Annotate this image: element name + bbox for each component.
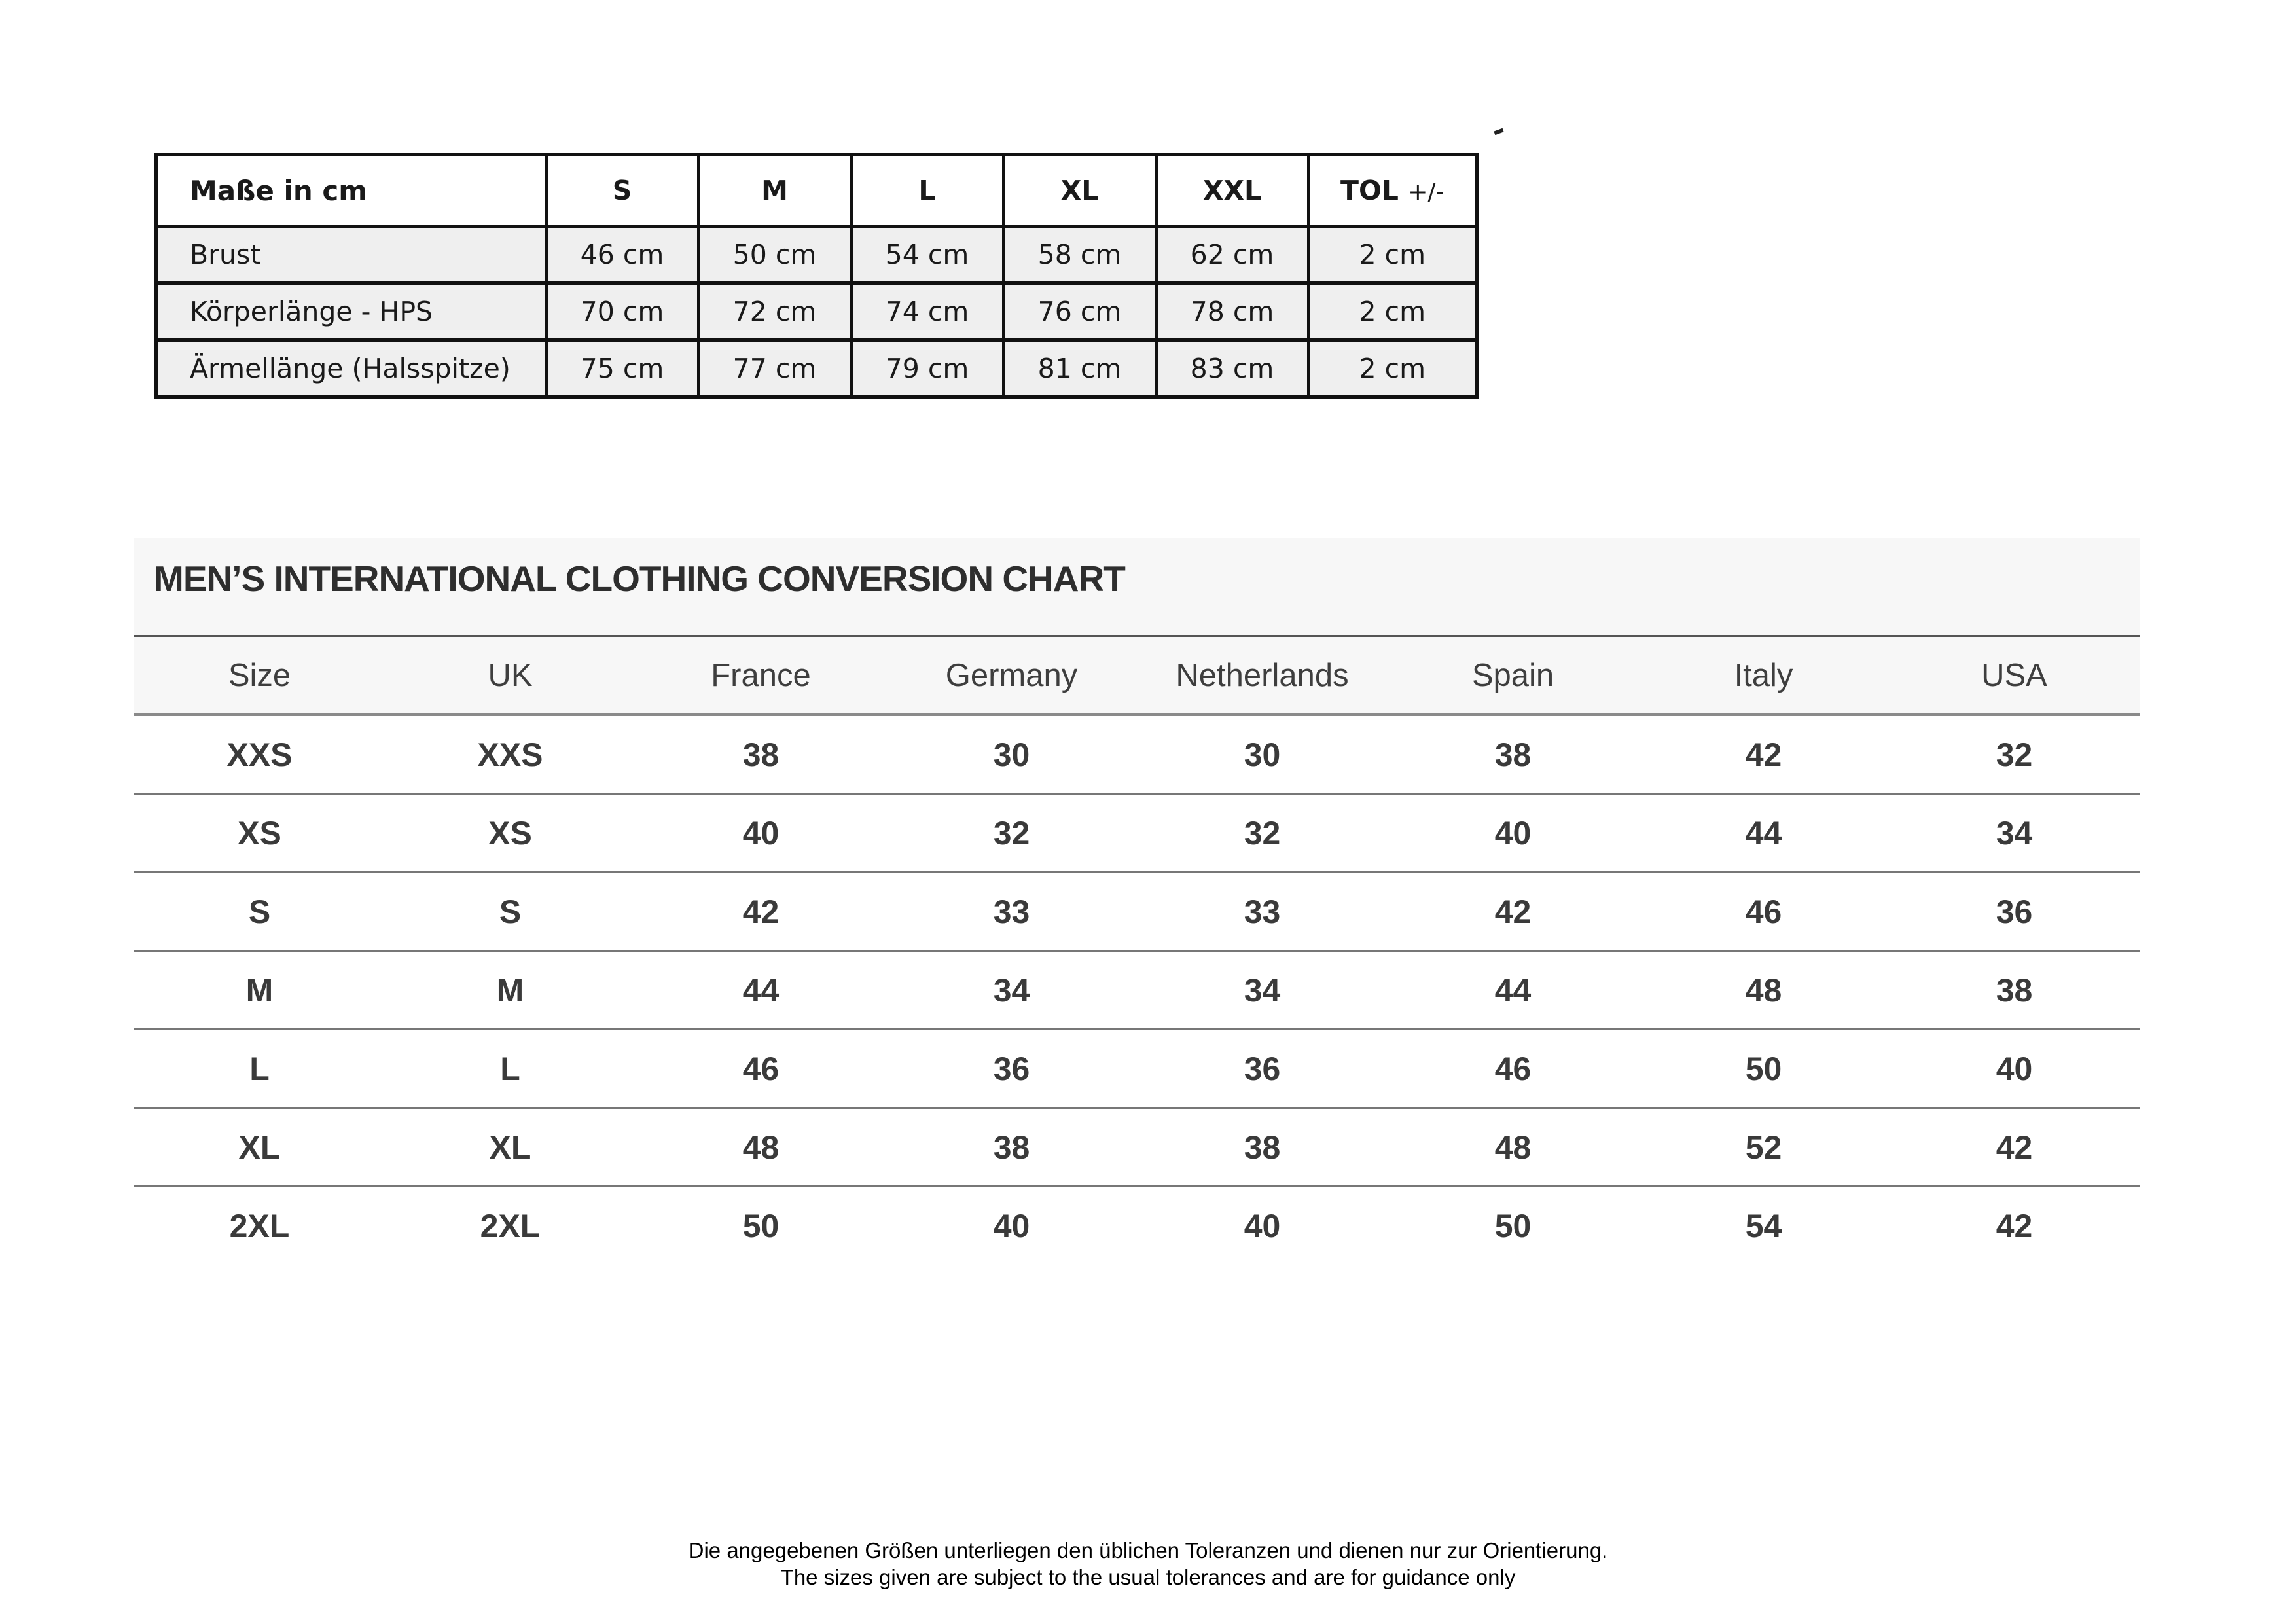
cell: 38 — [1889, 951, 2140, 1030]
measurements-table — [154, 153, 1479, 399]
footnote-german: Die angegebenen Größen unterliegen den üblichen Toleranzen und dienen nur zur Orientierung. — [688, 1538, 1608, 1562]
cell: 75 cm — [546, 340, 698, 398]
cell: 34 — [1889, 794, 2140, 873]
cell: 30 — [886, 715, 1137, 794]
conversion-header-row — [134, 637, 2140, 715]
cell: 34 — [1137, 951, 1388, 1030]
cell: 79 cm — [851, 340, 1003, 398]
cell: 36 — [1137, 1030, 1388, 1108]
cell: 46 — [1388, 1030, 1638, 1108]
cell: 2XL — [229, 1207, 290, 1244]
measurements-row-brust — [156, 226, 1477, 283]
measurements-header-s: S — [546, 154, 698, 226]
cell: XXS — [385, 715, 636, 794]
cell: 32 — [886, 794, 1137, 873]
measurements-header-label: Maße in cm — [156, 154, 546, 226]
cell: 38 — [886, 1108, 1137, 1187]
cell: 2XL — [480, 1207, 541, 1244]
header-size: Size — [134, 637, 385, 715]
cell: 38 — [1137, 1108, 1388, 1187]
cell: 50 cm — [698, 226, 851, 283]
cell: 42 — [636, 873, 886, 951]
cell: 48 — [636, 1108, 886, 1187]
measurements-header-xxl: XXL — [1156, 154, 1308, 226]
cell: 36 — [1889, 873, 2140, 951]
row-label: Brust — [156, 226, 546, 283]
row-label: Ärmellänge (Halsspitze) — [156, 340, 546, 398]
cell: 32 — [1889, 715, 2140, 794]
cell: 38 — [636, 715, 886, 794]
cell: 40 — [1889, 1030, 2140, 1108]
cell: S — [385, 873, 636, 951]
cell: 54 cm — [851, 226, 1003, 283]
stray-mark — [1494, 128, 1503, 135]
cell: 48 — [1638, 951, 1889, 1030]
cell: 42 — [1889, 1108, 2140, 1187]
header-netherlands: Netherlands — [1137, 637, 1388, 715]
cell: 40 — [1388, 794, 1638, 873]
cell: 50 — [1638, 1030, 1889, 1108]
header-spain: Spain — [1388, 637, 1638, 715]
cell: 81 cm — [1003, 340, 1156, 398]
table-row — [134, 1108, 2140, 1187]
table-row — [134, 873, 2140, 951]
measurements-header-tol — [1308, 154, 1477, 226]
cell: 62 cm — [1156, 226, 1308, 283]
tol-cell: 2 cm — [1308, 226, 1477, 283]
cell: 42 — [1388, 873, 1638, 951]
cell: 30 — [1137, 715, 1388, 794]
cell: XL — [385, 1108, 636, 1187]
measurements-header-row — [156, 154, 1477, 226]
header-france: France — [636, 637, 886, 715]
table-row — [134, 1187, 2140, 1265]
cell: XL — [134, 1108, 385, 1187]
cell: 44 — [1388, 951, 1638, 1030]
cell: 38 — [1388, 715, 1638, 794]
cell: M — [385, 951, 636, 1030]
conversion-title: MEN’S INTERNATIONAL CLOTHING CONVERSION CHART — [154, 558, 1125, 599]
measurements-row-koerperlaenge — [156, 283, 1477, 340]
cell: 42 — [1996, 1207, 2033, 1244]
cell: 34 — [886, 951, 1137, 1030]
cell: L — [385, 1030, 636, 1108]
cell: 44 — [1638, 794, 1889, 873]
measurements-header-m: M — [698, 154, 851, 226]
cell: 52 — [1638, 1108, 1889, 1187]
row-label: Körperlänge - HPS — [156, 283, 546, 340]
conversion-table — [134, 637, 2140, 1264]
cell: 46 — [636, 1030, 886, 1108]
cell: 33 — [886, 873, 1137, 951]
cell: 58 cm — [1003, 226, 1156, 283]
table-row — [134, 1030, 2140, 1108]
cell: 76 cm — [1003, 283, 1156, 340]
header-uk: UK — [385, 637, 636, 715]
cell: 42 — [1638, 715, 1889, 794]
cell: 78 cm — [1156, 283, 1308, 340]
cell: 77 cm — [698, 340, 851, 398]
cell: 83 cm — [1156, 340, 1308, 398]
table-row — [134, 715, 2140, 794]
cell: 33 — [1137, 873, 1388, 951]
table-row — [134, 951, 2140, 1030]
cell: 46 — [1638, 873, 1889, 951]
measurements-row-aermellaenge — [156, 340, 1477, 398]
table-row — [134, 794, 2140, 873]
cell: 72 cm — [698, 283, 851, 340]
measurements-header-l: L — [851, 154, 1003, 226]
conversion-title-bar — [134, 538, 2140, 637]
cell: XS — [134, 794, 385, 873]
conversion-chart — [134, 538, 2140, 1264]
header-germany: Germany — [886, 637, 1137, 715]
cell: 70 cm — [546, 283, 698, 340]
header-usa: USA — [1889, 637, 2140, 715]
cell: 36 — [886, 1030, 1137, 1108]
cell: XXS — [134, 715, 385, 794]
measurements-header-xl: XL — [1003, 154, 1156, 226]
cell: 40 — [1244, 1207, 1281, 1244]
header-italy: Italy — [1638, 637, 1889, 715]
cell: 44 — [636, 951, 886, 1030]
tol-cell: 2 cm — [1308, 283, 1477, 340]
cell: 40 — [993, 1207, 1030, 1244]
cell: 54 — [1745, 1207, 1782, 1244]
cell: 32 — [1137, 794, 1388, 873]
tol-suffix: +/- — [1408, 179, 1444, 206]
cell: 46 cm — [546, 226, 698, 283]
cell: XS — [385, 794, 636, 873]
footnote-english: The sizes given are subject to the usual tolerances and are for guidance only — [780, 1565, 1516, 1589]
cell: 50 — [742, 1207, 780, 1244]
cell: 50 — [1494, 1207, 1532, 1244]
cell: L — [134, 1030, 385, 1108]
tol-cell: 2 cm — [1308, 340, 1477, 398]
cell: M — [134, 951, 385, 1030]
cell: 48 — [1388, 1108, 1638, 1187]
cell: 40 — [636, 794, 886, 873]
tol-label: TOL — [1340, 175, 1399, 206]
cell: 74 cm — [851, 283, 1003, 340]
cell: S — [134, 873, 385, 951]
